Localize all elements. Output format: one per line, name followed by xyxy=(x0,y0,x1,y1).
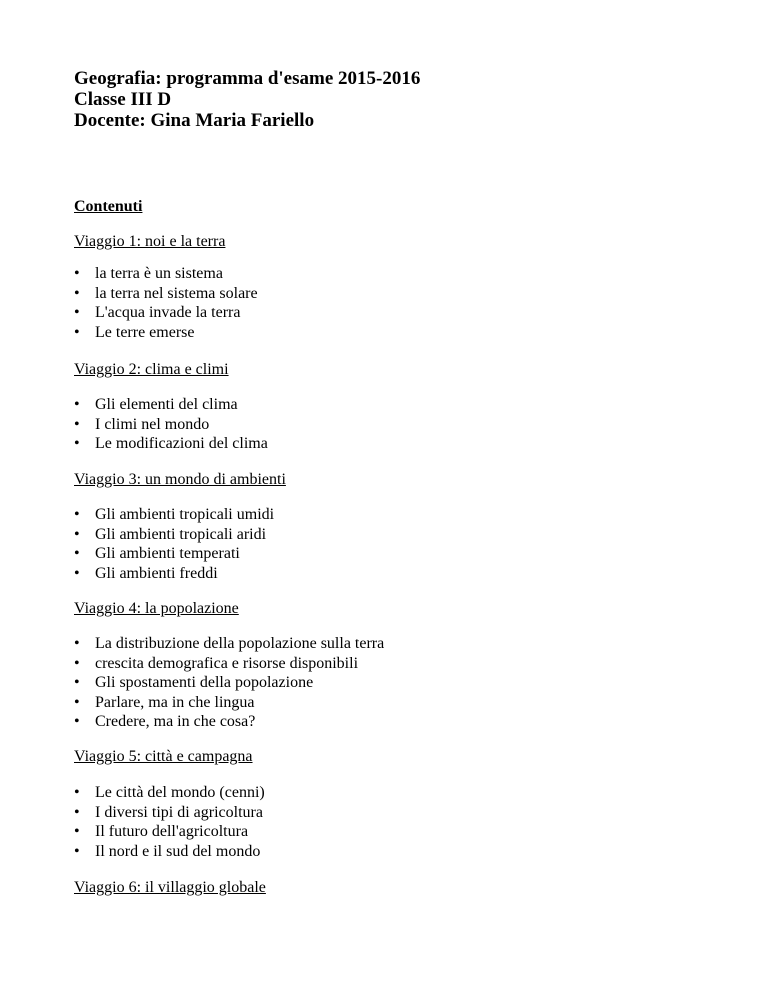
list-item: • Credere, ma in che cosa? xyxy=(74,712,384,732)
section-title-3: Viaggio 3: un mondo di ambienti xyxy=(74,471,286,488)
teacher-label: Docente: Gina Maria Fariello xyxy=(74,110,315,131)
section-list-4 xyxy=(74,634,384,732)
list-item: • Gli ambienti tropicali umidi xyxy=(74,505,274,525)
list-item: • L'acqua invade la terra xyxy=(74,303,258,323)
section-list-3 xyxy=(74,505,274,583)
list-item: • Le modificazioni del clima xyxy=(74,434,268,454)
list-item: • Gli ambienti tropicali aridi xyxy=(74,525,274,545)
section-title-6: Viaggio 6: il villaggio globale xyxy=(74,879,266,896)
section-list-1 xyxy=(74,264,258,342)
list-item: • Le città del mondo (cenni) xyxy=(74,783,265,803)
section-title-2: Viaggio 2: clima e climi xyxy=(74,361,229,378)
list-item: • la terra nel sistema solare xyxy=(74,284,258,304)
list-item: • Le terre emerse xyxy=(74,323,258,343)
list-item: • I climi nel mondo xyxy=(74,415,268,435)
section-list-2 xyxy=(74,395,268,454)
section-list-5 xyxy=(74,783,265,861)
list-item: • Parlare, ma in che lingua xyxy=(74,693,384,713)
contenuti-heading: Contenuti xyxy=(74,198,143,215)
section-title-4: Viaggio 4: la popolazione xyxy=(74,600,239,617)
document-title: Geografia: programma d'esame 2015-2016 xyxy=(74,68,421,89)
list-item: • Gli ambienti freddi xyxy=(74,564,274,584)
list-item: • la terra è un sistema xyxy=(74,264,258,284)
list-item: • I diversi tipi di agricoltura xyxy=(74,803,265,823)
list-item: • crescita demografica e risorse disponibili xyxy=(74,654,384,674)
document-header xyxy=(74,68,420,131)
list-item: • Gli spostamenti della popolazione xyxy=(74,673,384,693)
list-item: • Gli elementi del clima xyxy=(74,395,268,415)
list-item: • Il futuro dell'agricoltura xyxy=(74,822,265,842)
list-item: • Gli ambienti temperati xyxy=(74,544,274,564)
list-item: • La distribuzione della popolazione sulla terra xyxy=(74,634,384,654)
section-title-5: Viaggio 5: città e campagna xyxy=(74,748,253,765)
class-label: Classe III D xyxy=(74,89,172,110)
list-item: • Il nord e il sud del mondo xyxy=(74,842,265,862)
section-title-1: Viaggio 1: noi e la terra xyxy=(74,233,226,250)
